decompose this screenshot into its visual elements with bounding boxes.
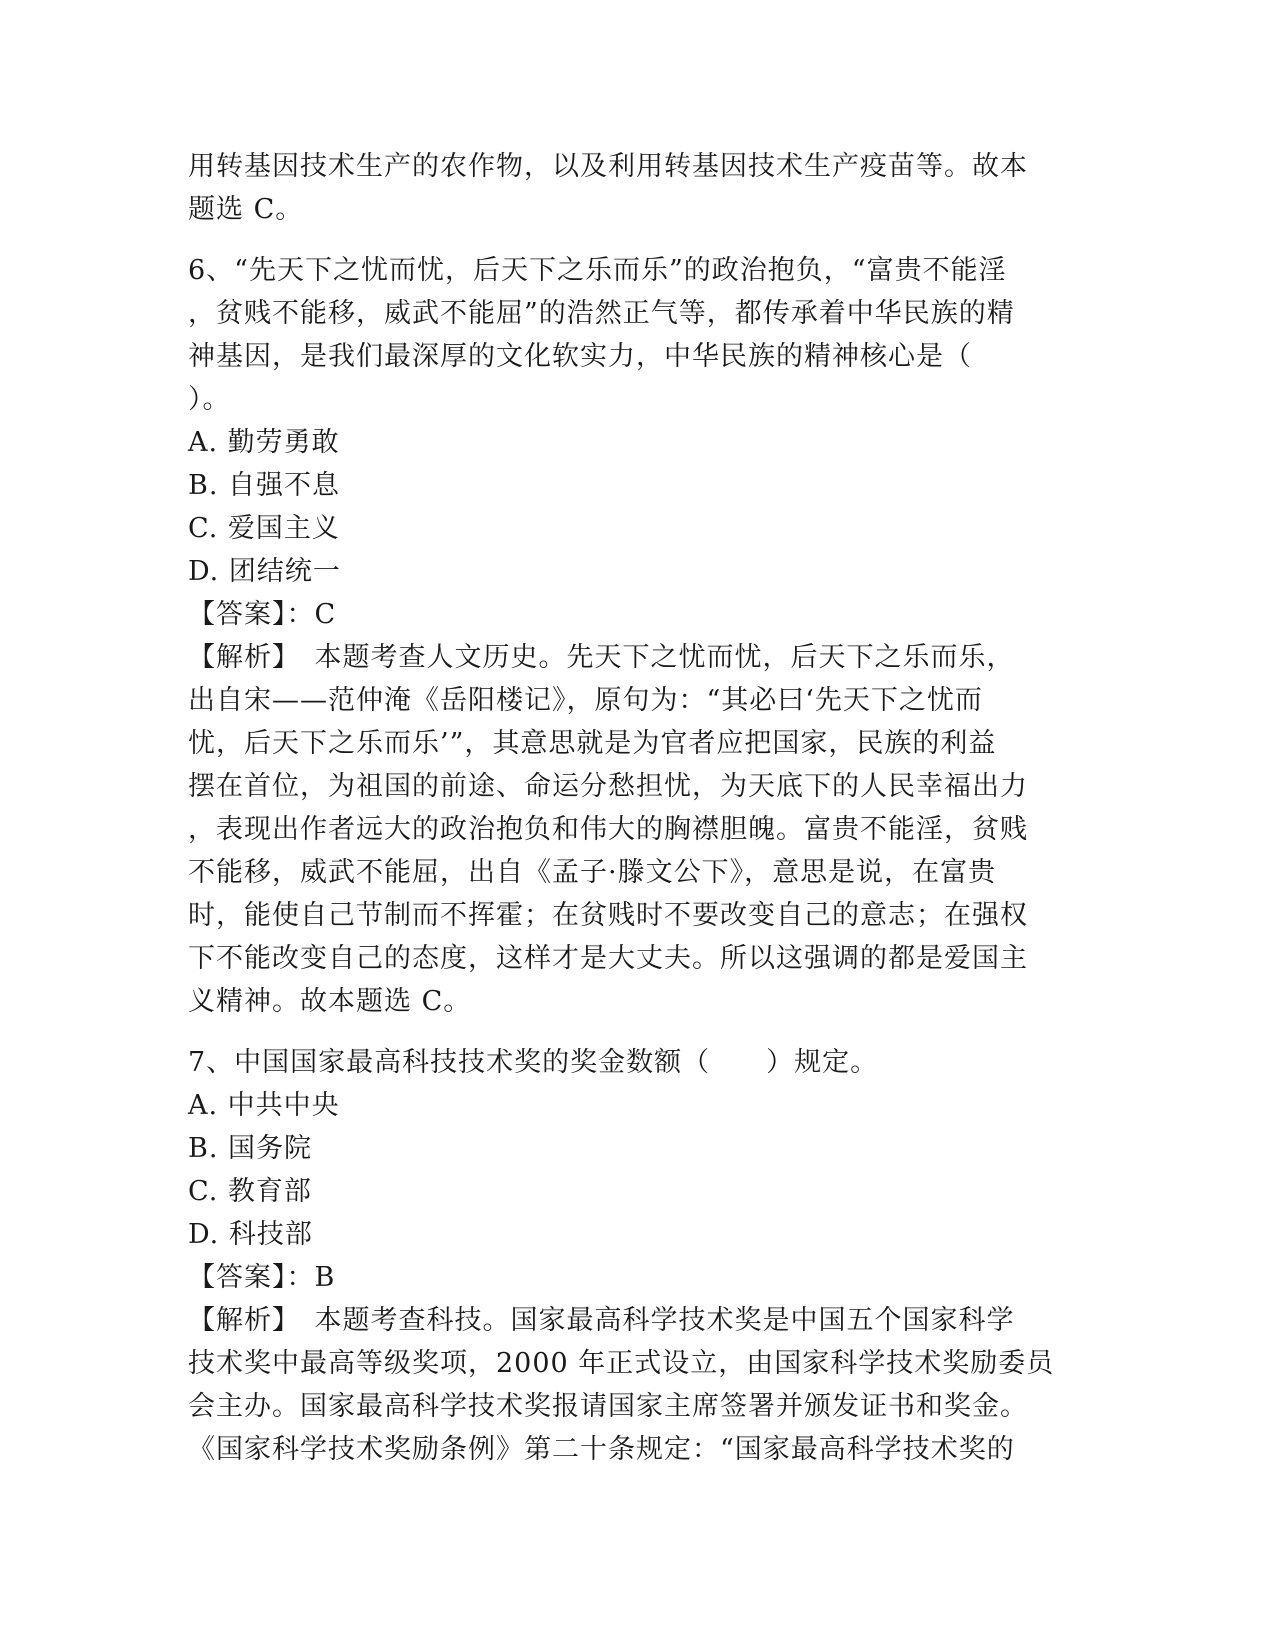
analysis-line: 义精神。故本题选 C。 (188, 986, 472, 1017)
option-d: D. 科技部 (188, 1219, 313, 1250)
analysis-line: 出自宋——范仲淹《岳阳楼记》，原句为：“其必曰‘先天下之忧而 (188, 685, 983, 716)
option-b: B. 国务院 (188, 1133, 313, 1164)
analysis-line: 摆在首位，为祖国的前途、命运分愁担忧，为天底下的人民幸福出力 (188, 771, 1028, 802)
stem-line: 神基因，是我们最深厚的文化软实力，中华民族的精神核心是（ (188, 341, 972, 372)
analysis-line: 【解析】 本题考查科技。国家最高科学技术奖是中国五个国家科学 (188, 1305, 1015, 1336)
stem-line: 7、中国国家最高科技技术奖的奖金数额（ ）规定。 (188, 1047, 879, 1078)
option-d: D. 团结统一 (188, 556, 341, 587)
analysis-line: 技术奖中最高等级奖项，2000 年正式设立，由国家科学技术奖励委员 (188, 1348, 1055, 1379)
analysis (188, 636, 1068, 1023)
intro-paragraph (188, 145, 1068, 231)
analysis-line: 时，能使自己节制而不挥霍；在贫贱时不要改变自己的意志；在强权 (188, 900, 1028, 931)
intro-line: 题选 C。 (188, 194, 304, 225)
analysis-line: 会主办。国家最高科学技术奖报请国家主席签署并颁发证书和奖金。 (188, 1391, 1028, 1422)
analysis-line: 《国家科学技术奖励条例》第二十条规定：“国家最高科学技术奖的 (188, 1434, 1015, 1465)
options-list (188, 1084, 1068, 1256)
question-6 (188, 249, 1068, 1023)
option-b: B. 自强不息 (188, 470, 341, 501)
analysis-line: ，表现出作者远大的政治抱负和伟大的胸襟胆魄。富贵不能淫，贫贱 (188, 814, 1028, 845)
document-page (188, 145, 1068, 1471)
analysis-line: 下不能改变自己的态度，这样才是大丈夫。所以这强调的都是爱国主 (188, 943, 1028, 974)
analysis-line: 不能移，威武不能屈，出自《孟子·滕文公下》，意思是说，在富贵 (188, 857, 997, 888)
answer: 【答案】：B (188, 1262, 336, 1293)
intro-line: 用转基因技术生产的农作物，以及利用转基因技术生产疫苗等。故本 (188, 151, 1028, 182)
option-c: C. 教育部 (188, 1176, 312, 1207)
answer: 【答案】：C (188, 599, 337, 630)
stem-line: ，贫贱不能移，威武不能屈”的浩然正气等，都传承着中华民族的精 (188, 298, 1015, 329)
stem-line: ）。 (188, 384, 231, 415)
option-a: A. 勤劳勇敢 (188, 427, 340, 458)
question-7 (188, 1041, 1068, 1471)
analysis-line: 【解析】 本题考查人文历史。先天下之忧而忧，后天下之乐而乐， (188, 642, 1015, 673)
analysis-line: 忧，后天下之乐而乐’”，其意思就是为官者应把国家，民族的利益 (188, 728, 997, 759)
option-c: C. 爱国主义 (188, 513, 340, 544)
analysis (188, 1299, 1068, 1471)
question-stem (188, 249, 1068, 421)
options-list (188, 421, 1068, 593)
option-a: A. 中共中央 (188, 1090, 340, 1121)
stem-line: 6、“先天下之忧而忧，后天下之乐而乐”的政治抱负，“富贵不能淫 (188, 255, 1007, 286)
question-stem (188, 1041, 1068, 1084)
